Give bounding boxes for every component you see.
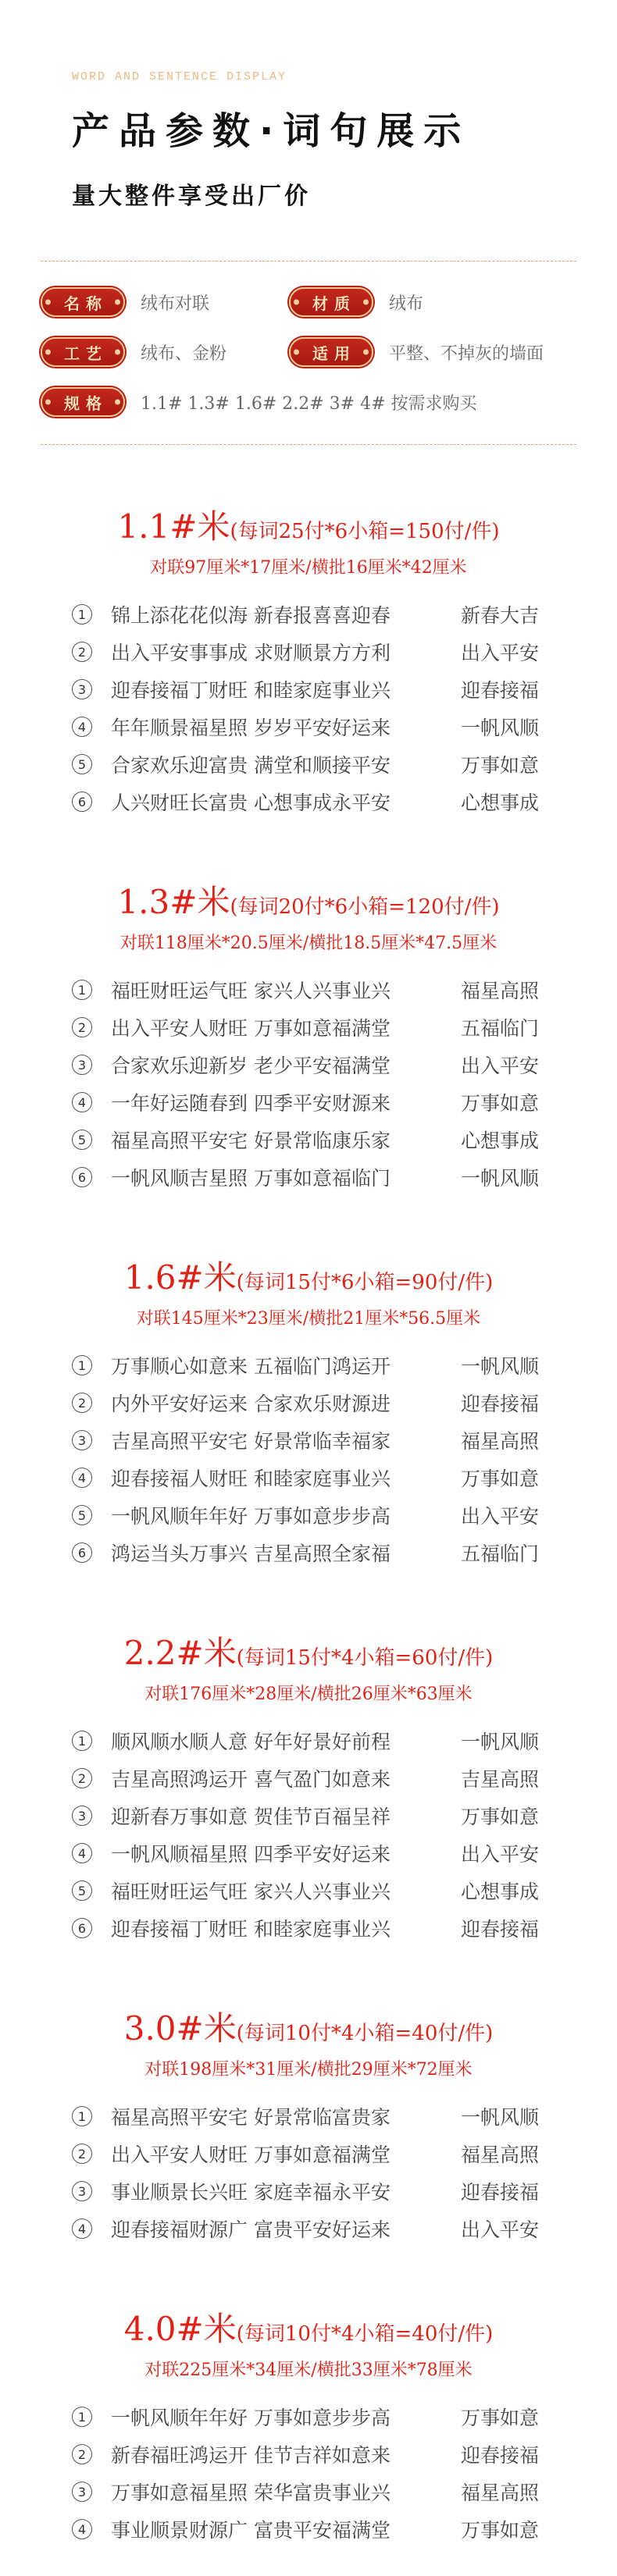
spec-name-badge: 名称	[41, 287, 125, 317]
list-item	[0, 1158, 617, 1196]
horizontal-scroll-text: 迎春接福	[461, 1918, 540, 1941]
spec-craft-badge: 工艺	[41, 337, 125, 367]
spec-row	[41, 377, 576, 427]
horizontal-scroll-text: 一帆风顺	[461, 1355, 540, 1378]
list-item	[0, 596, 617, 633]
couplet-text: 福星高照平安宅 好景常临富贵家	[111, 2106, 391, 2129]
section-title	[0, 877, 617, 923]
list-item	[0, 1421, 617, 1459]
horizontal-scroll-text: 五福临门	[461, 1017, 540, 1040]
horizontal-scroll-text: 万事如意	[461, 1806, 540, 1828]
spec-row	[41, 327, 576, 377]
horizontal-scroll-text: 迎春接福	[461, 679, 540, 702]
list-item	[0, 2473, 617, 2510]
horizontal-scroll-text: 迎春接福	[461, 2181, 540, 2204]
circled-number: 5	[72, 1130, 92, 1150]
horizontal-scroll-text: 五福临门	[461, 1542, 540, 1565]
horizontal-scroll-text: 万事如意	[461, 1468, 540, 1490]
list-item	[0, 1347, 617, 1384]
list-item	[0, 2135, 617, 2172]
horizontal-scroll-text: 福星高照	[461, 1430, 540, 1453]
circled-number: 2	[72, 1768, 92, 1788]
circled-number: 5	[72, 754, 92, 774]
couplet-text: 迎春接福财源广 富贵平安好运来	[111, 2218, 391, 2241]
section-header	[0, 2304, 617, 2381]
circled-number: 1	[72, 980, 92, 1000]
list-item	[0, 2210, 617, 2247]
section-size: 1.6#米	[123, 1258, 237, 1297]
section-packing: (每词20付*6小箱=120付/件)	[230, 895, 500, 919]
horizontal-scroll-text: 万事如意	[461, 2407, 540, 2429]
spec-size-value: 1.1# 1.3# 1.6# 2.2# 3# 4# 按需求购买	[141, 393, 477, 414]
section-packing: (每词10付*4小箱=40付/件)	[236, 2022, 494, 2045]
circled-number: 4	[72, 2218, 92, 2239]
circled-number: 1	[72, 2106, 92, 2126]
couplet-text: 人兴财旺长富贵 心想事成永平安	[111, 792, 391, 814]
section-dimensions: 对联97厘米*17厘米/横批16厘米*42厘米	[150, 558, 467, 578]
circled-number: 3	[72, 1806, 92, 1826]
circled-number: 5	[72, 1505, 92, 1525]
couplet-text: 福旺财旺运气旺 家兴人兴事业兴	[111, 1880, 391, 1903]
horizontal-scroll-text: 万事如意	[461, 754, 540, 777]
horizontal-scroll-text: 万事如意	[461, 2519, 540, 2542]
list-item	[0, 1384, 617, 1421]
couplet-list	[0, 596, 617, 820]
circled-number: 4	[72, 1843, 92, 1863]
horizontal-scroll-text: 福星高照	[461, 2482, 540, 2504]
section-dimensions: 对联118厘米*20.5厘米/横批18.5厘米*47.5厘米	[119, 934, 498, 953]
section-dimensions: 对联225厘米*34厘米/横批33厘米*78厘米	[144, 2361, 473, 2380]
list-item	[0, 1083, 617, 1121]
circled-number: 3	[72, 679, 92, 699]
horizontal-scroll-text: 心想事成	[461, 1880, 540, 1903]
section-dimensions: 对联198厘米*31厘米/横批29厘米*72厘米	[144, 2060, 473, 2080]
couplet-text: 吉星高照平安宅 好景常临幸福家	[111, 1430, 391, 1453]
couplet-text: 出入平安事事成 求财顺景方方利	[111, 642, 391, 664]
list-item	[0, 1834, 617, 1872]
spec-name	[41, 287, 289, 317]
section-header	[0, 1628, 617, 1705]
horizontal-scroll-text: 迎春接福	[461, 2444, 540, 2467]
section-packing: (每词15付*4小箱=60付/件)	[236, 1646, 494, 1670]
list-item	[0, 671, 617, 708]
couplet-text: 内外平安好运来 合家欢乐财源进	[111, 1393, 391, 1415]
spec-row	[41, 277, 576, 327]
circled-number: 3	[72, 1430, 92, 1450]
size-section	[0, 2003, 617, 2247]
section-size: 4.0#米	[123, 2310, 237, 2348]
section-header	[0, 2003, 617, 2080]
circled-number: 3	[72, 2482, 92, 2502]
couplet-text: 万事如意福星照 荣华富贵事业兴	[111, 2482, 391, 2504]
couplet-text: 出入平安人财旺 万事如意福满堂	[111, 1017, 391, 1040]
list-item	[0, 1872, 617, 1909]
horizontal-scroll-text: 出入平安	[461, 2218, 540, 2241]
page-subtitle: 量大整件享受出厂价	[72, 183, 311, 210]
list-item	[0, 1459, 617, 1496]
circled-number: 4	[72, 1092, 92, 1112]
list-item	[0, 2398, 617, 2435]
list-item	[0, 2097, 617, 2135]
eyebrow-text: WORD AND SENTENCE DISPLAY	[72, 70, 287, 84]
couplet-text: 迎春接福丁财旺 和睦家庭事业兴	[111, 679, 391, 702]
section-packing: (每词10付*4小箱=40付/件)	[236, 2322, 494, 2346]
circled-number: 4	[72, 2519, 92, 2539]
circled-number: 2	[72, 2444, 92, 2464]
circled-number: 1	[72, 1731, 92, 1751]
section-header	[0, 501, 617, 578]
spec-panel	[41, 261, 576, 445]
section-size: 3.0#米	[123, 2009, 237, 2048]
couplet-text: 鸿运当头万事兴 吉星高照全家福	[111, 1542, 391, 1565]
size-section	[0, 1628, 617, 1947]
list-item	[0, 745, 617, 783]
list-item	[0, 708, 617, 745]
spec-material-value: 绒布	[389, 294, 424, 314]
section-title	[0, 2304, 617, 2350]
list-item	[0, 1722, 617, 1759]
section-size: 1.1#米	[117, 507, 230, 546]
circled-number: 3	[72, 1055, 92, 1075]
spec-size-badge: 规格	[41, 387, 125, 417]
couplet-text: 事业顺景长兴旺 家庭幸福永平安	[111, 2181, 391, 2204]
page-title: 产品参数·词句展示	[72, 109, 471, 153]
couplet-text: 吉星高照鸿运开 喜气盈门如意来	[111, 1768, 391, 1791]
horizontal-scroll-text: 福星高照	[461, 2144, 540, 2166]
couplet-text: 一帆风顺年年好 万事如意步步高	[111, 2407, 391, 2429]
horizontal-scroll-text: 一帆风顺	[461, 2106, 540, 2129]
spec-apply-value: 平整、不掉灰的墙面	[389, 343, 544, 364]
couplet-text: 一帆风顺年年好 万事如意步步高	[111, 1505, 391, 1528]
list-item	[0, 2510, 617, 2548]
couplet-text: 年年顺景福星照 岁岁平安好运来	[111, 717, 391, 739]
size-section	[0, 1252, 617, 1571]
couplet-text: 万事顺心如意来 五福临门鸿运开	[111, 1355, 391, 1378]
spec-apply-badge: 适用	[289, 337, 373, 367]
horizontal-scroll-text: 吉星高照	[461, 1768, 540, 1791]
couplet-text: 一帆风顺福星照 四季平安好运来	[111, 1843, 391, 1866]
spec-size	[41, 387, 477, 417]
circled-number: 6	[72, 1542, 92, 1563]
couplet-list	[0, 2398, 617, 2548]
spec-craft	[41, 337, 289, 367]
couplet-list	[0, 2097, 617, 2247]
list-item	[0, 1496, 617, 1534]
couplet-list	[0, 971, 617, 1196]
horizontal-scroll-text: 出入平安	[461, 1843, 540, 1866]
couplet-text: 事业顺景财源广 富贵平安福满堂	[111, 2519, 391, 2542]
list-item	[0, 1759, 617, 1797]
circled-number: 5	[72, 1880, 92, 1901]
list-item	[0, 1009, 617, 1046]
couplet-text: 迎春接福丁财旺 和睦家庭事业兴	[111, 1918, 391, 1941]
couplet-text: 迎新春万事如意 贺佳节百福呈祥	[111, 1806, 391, 1828]
couplet-text: 一帆风顺吉星照 万事如意福临门	[111, 1167, 391, 1190]
section-dimensions: 对联176厘米*28厘米/横批26厘米*63厘米	[144, 1685, 473, 1704]
size-sections	[0, 501, 617, 2548]
horizontal-scroll-text: 新春大吉	[461, 604, 540, 627]
section-header	[0, 1252, 617, 1329]
couplet-text: 新春福旺鸿运开 佳节吉祥如意来	[111, 2444, 391, 2467]
section-title	[0, 1628, 617, 1674]
couplet-text: 出入平安人财旺 万事如意福满堂	[111, 2144, 391, 2166]
couplet-text: 福旺财旺运气旺 家兴人兴事业兴	[111, 980, 391, 1002]
section-title	[0, 1252, 617, 1299]
spec-material	[289, 287, 423, 317]
list-item	[0, 1046, 617, 1083]
spec-apply	[289, 337, 544, 367]
couplet-list	[0, 1347, 617, 1571]
list-item	[0, 2172, 617, 2210]
header	[0, 0, 617, 211]
circled-number: 2	[72, 2144, 92, 2164]
couplet-list	[0, 1722, 617, 1947]
horizontal-scroll-text: 一帆风顺	[461, 1167, 540, 1190]
section-dimensions: 对联145厘米*23厘米/横批21厘米*56.5厘米	[136, 1309, 481, 1329]
horizontal-scroll-text: 出入平安	[461, 642, 540, 664]
horizontal-scroll-text: 心想事成	[461, 1130, 540, 1152]
horizontal-scroll-text: 出入平安	[461, 1055, 540, 1077]
section-header	[0, 877, 617, 954]
size-section	[0, 501, 617, 820]
couplet-text: 合家欢乐迎富贵 满堂和顺接平安	[111, 754, 391, 777]
list-item	[0, 1909, 617, 1947]
list-item	[0, 633, 617, 671]
spec-name-value: 绒布对联	[141, 294, 210, 314]
circled-number: 2	[72, 1393, 92, 1413]
list-item	[0, 1797, 617, 1834]
circled-number: 1	[72, 2407, 92, 2427]
spec-craft-value: 绒布、金粉	[141, 343, 227, 364]
couplet-text: 一年好运随春到 四季平安财源来	[111, 1092, 391, 1115]
horizontal-scroll-text: 一帆风顺	[461, 717, 540, 739]
section-title	[0, 501, 617, 548]
section-title	[0, 2003, 617, 2050]
couplet-text: 锦上添花花似海 新春报喜喜迎春	[111, 604, 391, 627]
horizontal-scroll-text: 迎春接福	[461, 1393, 540, 1415]
circled-number: 2	[72, 642, 92, 662]
circled-number: 4	[72, 1468, 92, 1488]
horizontal-scroll-text: 出入平安	[461, 1505, 540, 1528]
list-item	[0, 2435, 617, 2473]
couplet-text: 迎春接福人财旺 和睦家庭事业兴	[111, 1468, 391, 1490]
couplet-text: 顺风顺水顺人意 好年好景好前程	[111, 1731, 391, 1753]
section-size: 2.2#米	[123, 1634, 237, 1672]
size-section	[0, 877, 617, 1196]
list-item	[0, 971, 617, 1009]
list-item	[0, 783, 617, 820]
horizontal-scroll-text: 万事如意	[461, 1092, 540, 1115]
circled-number: 6	[72, 792, 92, 812]
horizontal-scroll-text: 一帆风顺	[461, 1731, 540, 1753]
section-packing: (每词25付*6小箱=150付/件)	[230, 520, 500, 543]
circled-number: 6	[72, 1167, 92, 1187]
circled-number: 4	[72, 717, 92, 737]
list-item	[0, 1121, 617, 1158]
circled-number: 1	[72, 1355, 92, 1375]
section-packing: (每词15付*6小箱=90付/件)	[236, 1271, 494, 1294]
circled-number: 3	[72, 2181, 92, 2201]
circled-number: 2	[72, 1017, 92, 1037]
couplet-text: 合家欢乐迎新岁 老少平安福满堂	[111, 1055, 391, 1077]
circled-number: 6	[72, 1918, 92, 1938]
spec-material-badge: 材质	[289, 287, 373, 317]
horizontal-scroll-text: 心想事成	[461, 792, 540, 814]
horizontal-scroll-text: 福星高照	[461, 980, 540, 1002]
size-section	[0, 2304, 617, 2548]
couplet-text: 福星高照平安宅 好景常临康乐家	[111, 1130, 391, 1152]
list-item	[0, 1534, 617, 1571]
section-size: 1.3#米	[117, 883, 230, 921]
circled-number: 1	[72, 604, 92, 624]
